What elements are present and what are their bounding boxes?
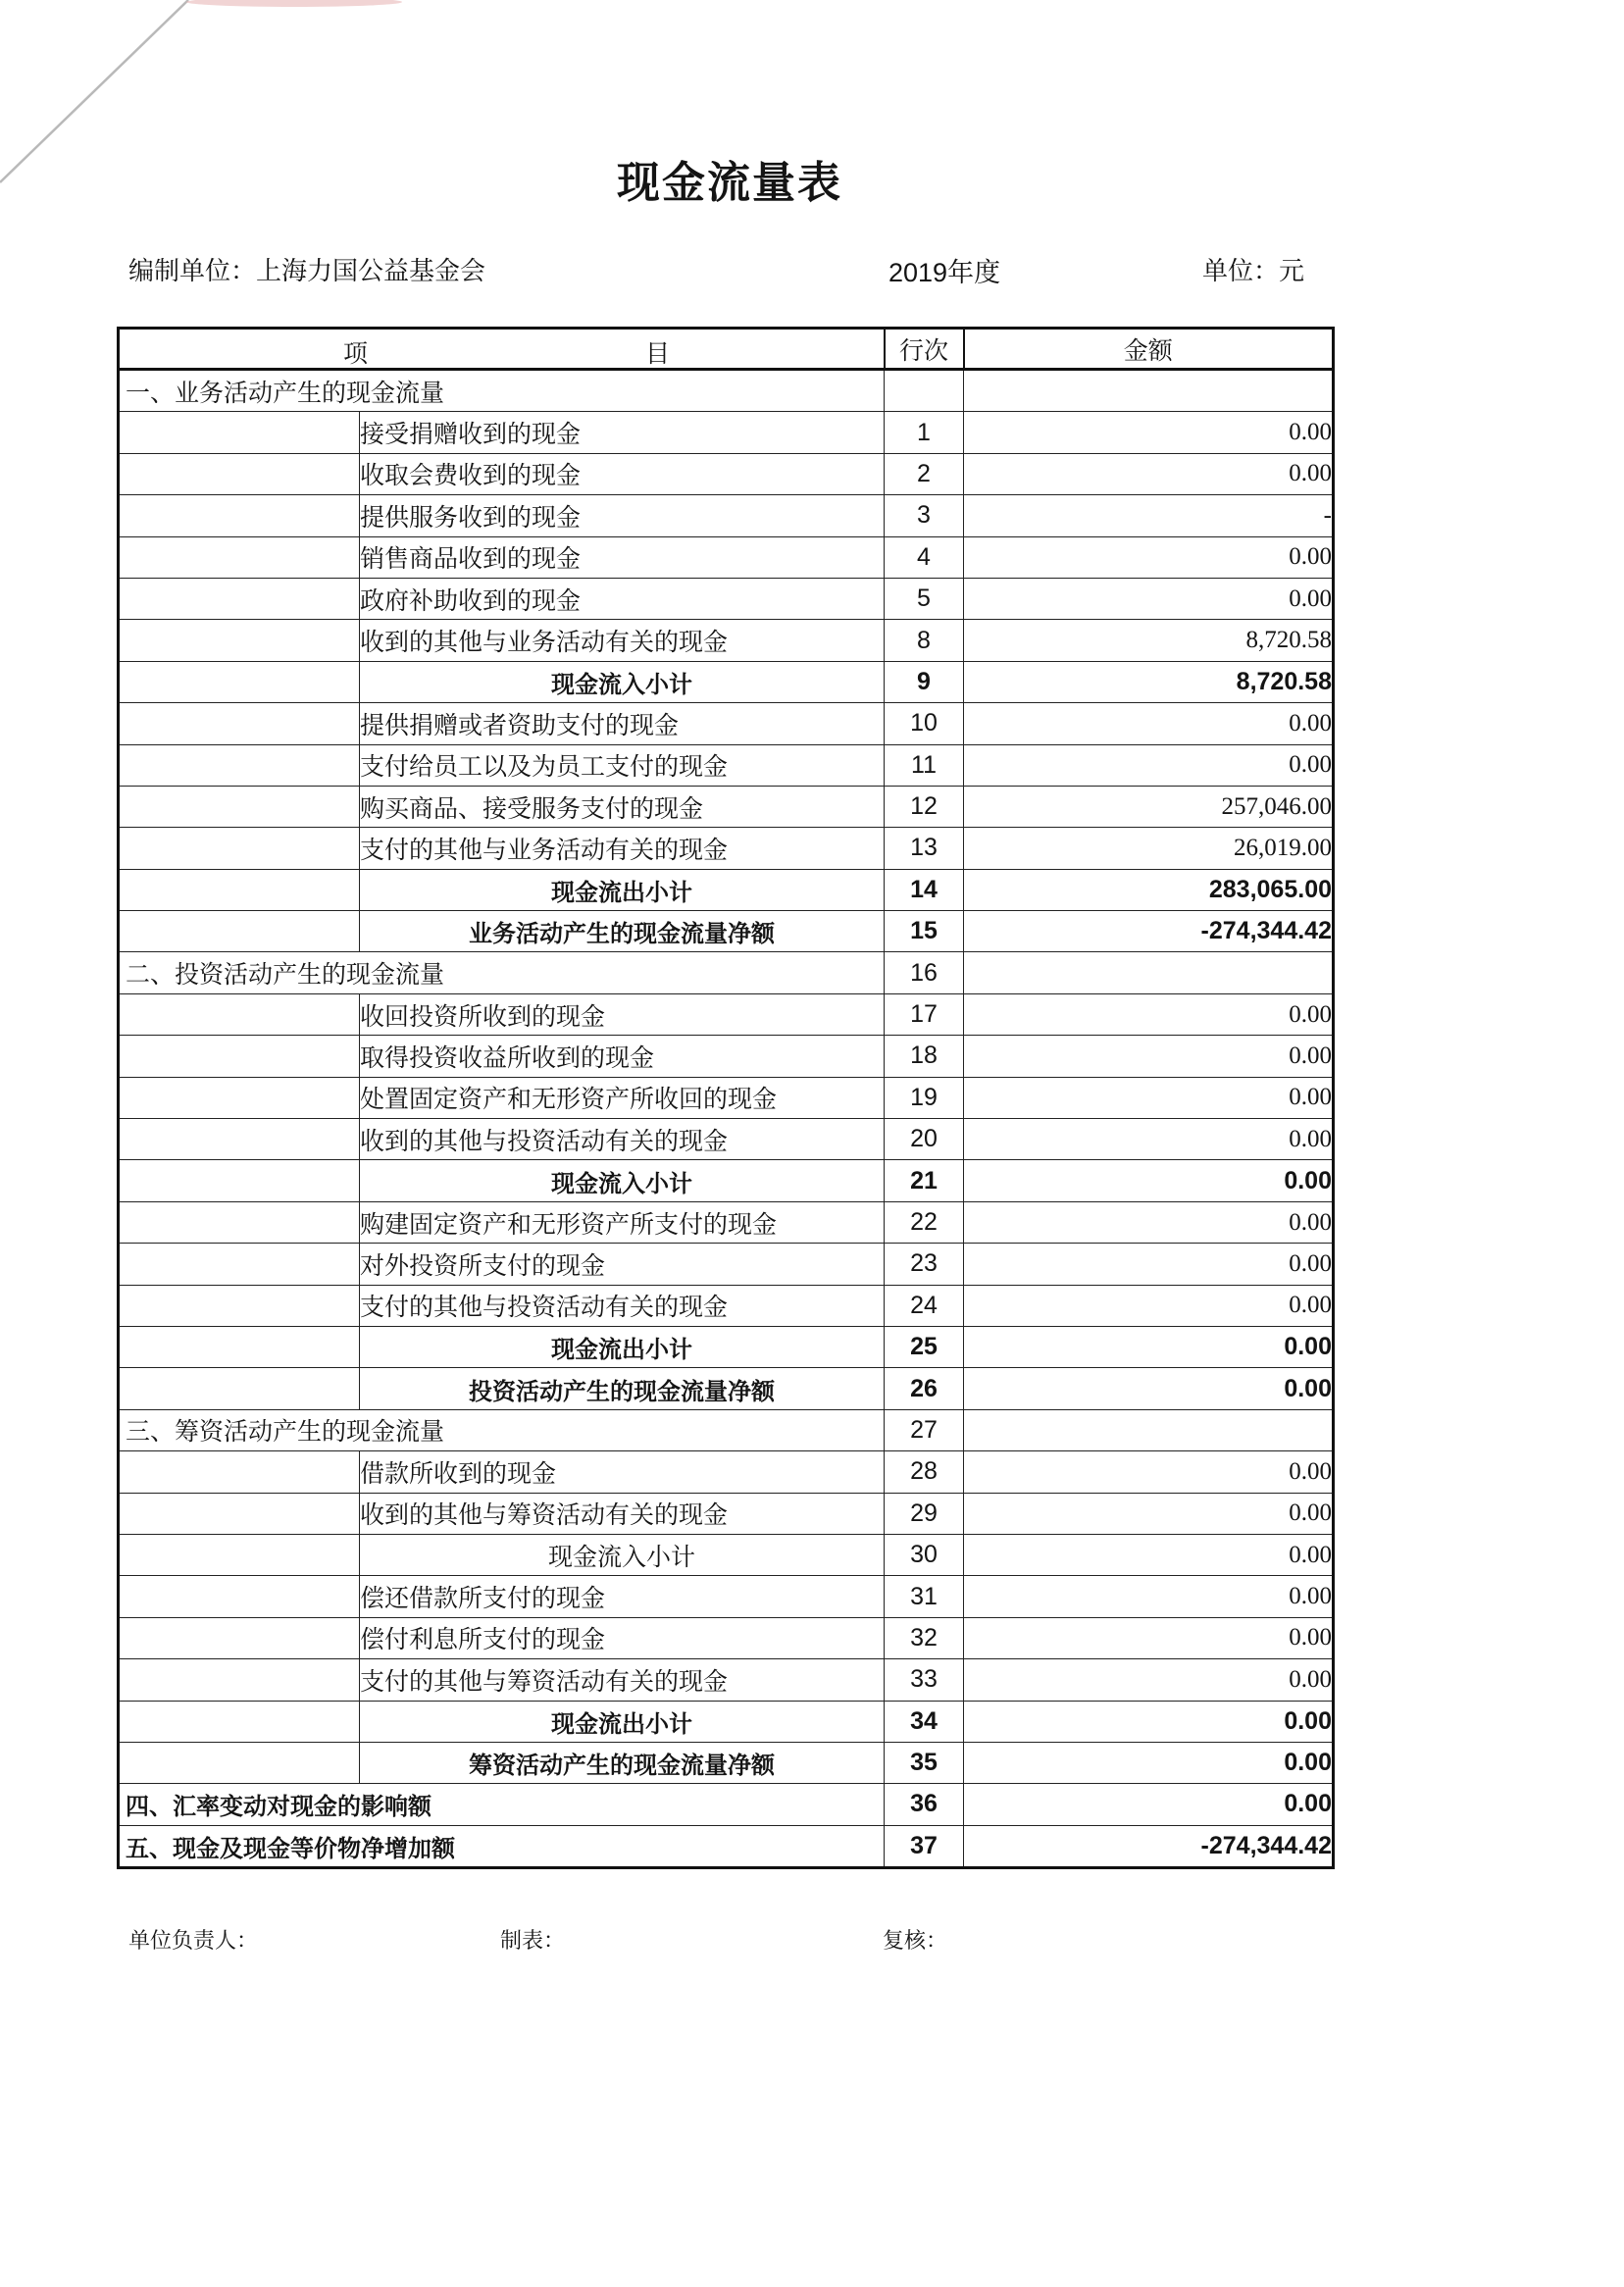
table-row	[119, 1119, 1334, 1160]
indent-cell	[119, 495, 360, 536]
item-label: 提供服务收到的现金	[360, 495, 885, 536]
line-number: 13	[885, 828, 964, 869]
table-row	[119, 1742, 1334, 1783]
subtotal-label: 现金流入小计	[360, 1534, 885, 1575]
amount-column-header: 金额	[964, 329, 1334, 370]
item-label: 支付的其他与投资活动有关的现金	[360, 1285, 885, 1326]
amount-value: 0.00	[964, 1326, 1334, 1367]
line-number: 26	[885, 1368, 964, 1409]
line-number: 25	[885, 1326, 964, 1367]
indent-cell	[119, 1201, 360, 1243]
amount-value: -274,344.42	[964, 911, 1334, 952]
amount-value: 0.00	[964, 993, 1334, 1035]
table-row	[119, 1368, 1334, 1409]
table-row	[119, 1493, 1334, 1534]
subtotal-label: 现金流出小计	[360, 869, 885, 910]
item-header-right: 目	[645, 339, 671, 368]
subtotal-label: 现金流入小计	[360, 661, 885, 702]
amount-value: 0.00	[964, 1451, 1334, 1493]
line-number: 32	[885, 1617, 964, 1658]
item-label: 借款所收到的现金	[360, 1451, 885, 1493]
line-number: 1	[885, 412, 964, 453]
amount-value: 0.00	[964, 1659, 1334, 1701]
item-label: 提供捐赠或者资助支付的现金	[360, 703, 885, 744]
table-row	[119, 1244, 1334, 1285]
item-label: 支付给员工以及为员工支付的现金	[360, 744, 885, 786]
table-row	[119, 536, 1334, 578]
amount-value: 8,720.58	[964, 661, 1334, 702]
line-number: 18	[885, 1036, 964, 1077]
item-label: 偿还借款所支付的现金	[360, 1576, 885, 1617]
amount-value: 0.00	[964, 1077, 1334, 1118]
total-label: 四、汇率变动对现金的影响额	[119, 1784, 885, 1825]
line-number: 22	[885, 1201, 964, 1243]
indent-cell	[119, 1493, 360, 1534]
table-row	[119, 495, 1334, 536]
table-row	[119, 1825, 1334, 1867]
section-label: 二、投资活动产生的现金流量	[119, 952, 885, 993]
indent-cell	[119, 1077, 360, 1118]
line-number: 11	[885, 744, 964, 786]
item-label: 对外投资所支付的现金	[360, 1244, 885, 1285]
line-number: 36	[885, 1784, 964, 1825]
amount-value: 0.00	[964, 1285, 1334, 1326]
amount-value: 0.00	[964, 744, 1334, 786]
reviewer-signature-label: 复核：	[883, 1929, 948, 1954]
table-row	[119, 620, 1334, 661]
table-row	[119, 453, 1334, 494]
line-number: 19	[885, 1077, 964, 1118]
indent-cell	[119, 993, 360, 1035]
indent-cell	[119, 1534, 360, 1575]
line-number: 8	[885, 620, 964, 661]
line-number: 24	[885, 1285, 964, 1326]
indent-cell	[119, 412, 360, 453]
table-header-row	[119, 329, 1334, 370]
table-row	[119, 578, 1334, 619]
table-row	[119, 744, 1334, 786]
table-row	[119, 1659, 1334, 1701]
indent-cell	[119, 1451, 360, 1493]
item-label: 收到的其他与业务活动有关的现金	[360, 620, 885, 661]
indent-cell	[119, 703, 360, 744]
item-label: 支付的其他与筹资活动有关的现金	[360, 1659, 885, 1701]
item-header-left: 项	[343, 339, 369, 368]
subtotal-label: 筹资活动产生的现金流量净额	[360, 1742, 885, 1783]
indent-cell	[119, 869, 360, 910]
table-row	[119, 661, 1334, 702]
amount-value: 0.00	[964, 1617, 1334, 1658]
item-column-header	[119, 329, 885, 370]
page-title: 现金流量表	[617, 158, 842, 208]
indent-cell	[119, 536, 360, 578]
amount-value: 0.00	[964, 1493, 1334, 1534]
item-label: 处置固定资产和无形资产所收回的现金	[360, 1077, 885, 1118]
line-number: 29	[885, 1493, 964, 1534]
indent-cell	[119, 1701, 360, 1742]
subtotal-label: 业务活动产生的现金流量净额	[360, 911, 885, 952]
amount-value: -274,344.42	[964, 1825, 1334, 1867]
table-row	[119, 911, 1334, 952]
table-row	[119, 1701, 1334, 1742]
amount-value: 0.00	[964, 1701, 1334, 1742]
line-column-header: 行次	[885, 329, 964, 370]
table-row	[119, 952, 1334, 993]
indent-cell	[119, 786, 360, 827]
amount-value: 0.00	[964, 703, 1334, 744]
amount-value: 8,720.58	[964, 620, 1334, 661]
line-number: 34	[885, 1701, 964, 1742]
amount-value: 0.00	[964, 578, 1334, 619]
item-label: 销售商品收到的现金	[360, 536, 885, 578]
indent-cell	[119, 661, 360, 702]
line-number: 31	[885, 1576, 964, 1617]
total-label: 五、现金及现金等价物净增加额	[119, 1825, 885, 1867]
line-number: 17	[885, 993, 964, 1035]
amount-value: 0.00	[964, 536, 1334, 578]
line-number: 10	[885, 703, 964, 744]
item-label: 收到的其他与筹资活动有关的现金	[360, 1493, 885, 1534]
item-label: 政府补助收到的现金	[360, 578, 885, 619]
amount-value: 0.00	[964, 1534, 1334, 1575]
amount-value: 0.00	[964, 1201, 1334, 1243]
section-label: 一、业务活动产生的现金流量	[119, 370, 885, 412]
section-label: 三、筹资活动产生的现金流量	[119, 1409, 885, 1450]
item-label: 支付的其他与业务活动有关的现金	[360, 828, 885, 869]
amount-value: 0.00	[964, 1784, 1334, 1825]
indent-cell	[119, 1576, 360, 1617]
indent-cell	[119, 911, 360, 952]
table-row	[119, 786, 1334, 827]
preparing-organization: 编制单位：上海力国公益基金会	[128, 257, 486, 286]
table-row	[119, 412, 1334, 453]
table-row	[119, 869, 1334, 910]
amount-value	[964, 1409, 1334, 1450]
amount-value: 283,065.00	[964, 869, 1334, 910]
line-number: 20	[885, 1119, 964, 1160]
line-number: 37	[885, 1825, 964, 1867]
table-row	[119, 1160, 1334, 1201]
indent-cell	[119, 828, 360, 869]
amount-value: 257,046.00	[964, 786, 1334, 827]
subtotal-label: 现金流出小计	[360, 1326, 885, 1367]
indent-cell	[119, 578, 360, 619]
line-number: 28	[885, 1451, 964, 1493]
amount-value: 0.00	[964, 453, 1334, 494]
subtotal-label: 现金流入小计	[360, 1160, 885, 1201]
indent-cell	[119, 1659, 360, 1701]
amount-value: -	[964, 495, 1334, 536]
amount-value: 0.00	[964, 1119, 1334, 1160]
item-label: 偿付利息所支付的现金	[360, 1617, 885, 1658]
line-number: 16	[885, 952, 964, 993]
table-row	[119, 993, 1334, 1035]
cash-flow-table	[117, 327, 1335, 1869]
line-number: 3	[885, 495, 964, 536]
subtotal-label: 投资活动产生的现金流量净额	[360, 1368, 885, 1409]
unit-head-signature-label: 单位负责人：	[128, 1929, 259, 1954]
item-label: 购建固定资产和无形资产所支付的现金	[360, 1201, 885, 1243]
amount-value: 0.00	[964, 1036, 1334, 1077]
table-row	[119, 1576, 1334, 1617]
item-label: 收取会费收到的现金	[360, 453, 885, 494]
line-number: 33	[885, 1659, 964, 1701]
indent-cell	[119, 1326, 360, 1367]
amount-value	[964, 952, 1334, 993]
line-number: 21	[885, 1160, 964, 1201]
amount-value: 0.00	[964, 1160, 1334, 1201]
indent-cell	[119, 1244, 360, 1285]
indent-cell	[119, 1285, 360, 1326]
preparer-signature-label: 制表：	[500, 1929, 566, 1954]
amount-value	[964, 370, 1334, 412]
line-number: 30	[885, 1534, 964, 1575]
table-row	[119, 1451, 1334, 1493]
line-number: 23	[885, 1244, 964, 1285]
indent-cell	[119, 1160, 360, 1201]
indent-cell	[119, 620, 360, 661]
table-row	[119, 1409, 1334, 1450]
line-number: 9	[885, 661, 964, 702]
table-row	[119, 1534, 1334, 1575]
indent-cell	[119, 1368, 360, 1409]
indent-cell	[119, 744, 360, 786]
item-label: 收回投资所收到的现金	[360, 993, 885, 1035]
line-number	[885, 370, 964, 412]
indent-cell	[119, 453, 360, 494]
subtotal-label: 现金流出小计	[360, 1701, 885, 1742]
table-row	[119, 1077, 1334, 1118]
table-row	[119, 828, 1334, 869]
line-number: 35	[885, 1742, 964, 1783]
currency-unit: 单位：元	[1202, 257, 1305, 286]
report-period: 2019年度	[888, 258, 1001, 287]
indent-cell	[119, 1036, 360, 1077]
amount-value: 0.00	[964, 1244, 1334, 1285]
table-row	[119, 370, 1334, 412]
table-row	[119, 1617, 1334, 1658]
line-number: 5	[885, 578, 964, 619]
line-number: 12	[885, 786, 964, 827]
line-number: 2	[885, 453, 964, 494]
table-row	[119, 1326, 1334, 1367]
table-row	[119, 1036, 1334, 1077]
item-label: 取得投资收益所收到的现金	[360, 1036, 885, 1077]
amount-value: 0.00	[964, 412, 1334, 453]
table-body	[119, 370, 1334, 1868]
table-row	[119, 703, 1334, 744]
indent-cell	[119, 1742, 360, 1783]
line-number: 27	[885, 1409, 964, 1450]
item-label: 收到的其他与投资活动有关的现金	[360, 1119, 885, 1160]
indent-cell	[119, 1119, 360, 1160]
amount-value: 0.00	[964, 1742, 1334, 1783]
line-number: 14	[885, 869, 964, 910]
line-number: 15	[885, 911, 964, 952]
table-row	[119, 1285, 1334, 1326]
table-row	[119, 1201, 1334, 1243]
item-label: 接受捐赠收到的现金	[360, 412, 885, 453]
table-row	[119, 1784, 1334, 1825]
amount-value: 26,019.00	[964, 828, 1334, 869]
line-number: 4	[885, 536, 964, 578]
amount-value: 0.00	[964, 1576, 1334, 1617]
indent-cell	[119, 1617, 360, 1658]
item-label: 购买商品、接受服务支付的现金	[360, 786, 885, 827]
amount-value: 0.00	[964, 1368, 1334, 1409]
